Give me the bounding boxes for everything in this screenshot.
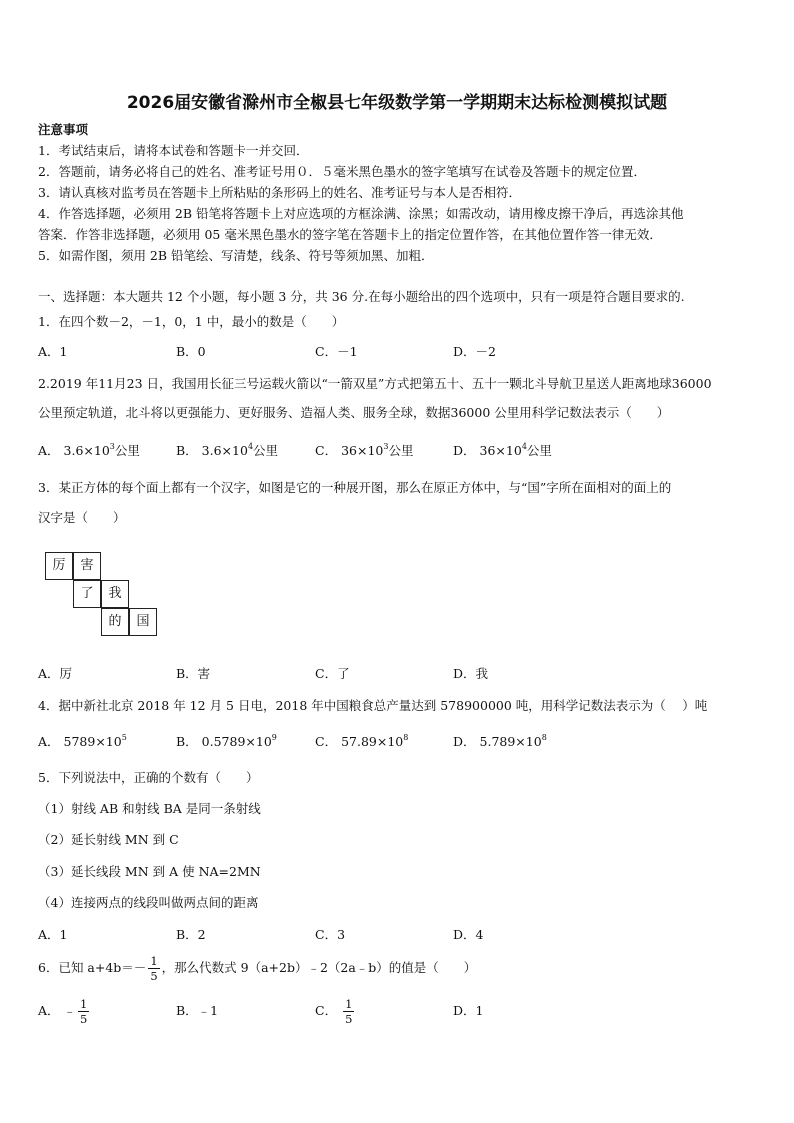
notice-item: 2．答题前，请务必将自己的姓名、准考证号用０．５毫米黑色墨水的签字笔填写在试卷及答题卡的规定位置． — [38, 164, 646, 179]
question-1-stem: 1．在四个数－2，－1，0，1 中，最小的数是（ ） — [38, 314, 345, 329]
net-cell: 的 — [101, 608, 129, 636]
net-cell: 国 — [129, 608, 157, 636]
q4-option-c: C． $57.89\times 10^8$ — [315, 733, 409, 749]
question-2-stem: 公里预定轨道，北斗将以更强能力、更好服务、造福人类、服务全球，数据36000 公里用科学记数法表示（ ） — [38, 405, 670, 420]
question-5-stem: 5．下列说法中，正确的个数有（ ） — [38, 770, 259, 785]
q5-statement: （4）连接两点的线段叫做两点间的距离 — [38, 895, 259, 910]
q4-option-b: B． $0.5789\times 10^9$ — [176, 733, 277, 749]
question-4-stem: 4．据中新社北京 2018 年 12 月 5 日电，2018 年中国粮食总产量达到 578900000 吨，用科学记数法表示为（ ）吨 — [38, 698, 708, 713]
q2-option-c: C． $36\times 10^3$公里 — [315, 442, 414, 458]
q4-option-a: A． $5789\times 10^5$ — [38, 733, 127, 749]
question-2-stem: 2.2019 年11月23 日，我国用长征三号运载火箭以“一箭双星”方式把第五十、五十一颗北斗导航卫星送人距离地球36000 — [38, 376, 712, 391]
q5-option-b: B．2 — [176, 927, 206, 942]
q3-option-b: B．害 — [176, 666, 211, 681]
question-3-stem: 3．某正方体的每个面上都有一个汉字，如图是它的一种展开图，那么在原正方体中，与“国”字所在面相对的面上的 — [38, 480, 672, 495]
q1-option-a: A．1 — [38, 344, 68, 359]
q6-option-c: C． $\frac{1}{5}$ — [315, 997, 353, 1026]
notice-item: 答案．作答非选择题，必须用 05 毫米黑色墨水的签字笔在答题卡上的指定位置作答，在其他位置作答一律无效． — [38, 227, 662, 242]
q4-option-d: D． $5.789\times 10^8$ — [453, 733, 547, 749]
q2-option-b: B． $3.6\times 10^4$公里 — [176, 442, 279, 458]
q5-option-d: D．4 — [453, 927, 484, 942]
question-6-stem: 6．已知 a+4b＝－ $\frac{1}{5}$ ，那么代数式 9（a+2b）﹣2（2a﹣b）的值是（ ） — [38, 954, 477, 983]
q3-option-d: D．我 — [453, 666, 489, 681]
q3-option-c: C．了 — [315, 666, 350, 681]
net-cell: 害 — [73, 552, 101, 580]
notice-item: 3．请认真核对监考员在答题卡上所粘贴的条形码上的姓名、准考证号与本人是否相符． — [38, 185, 521, 200]
net-cell: 厉 — [45, 552, 73, 580]
q5-statement: （3）延长线段 MN 到 A 使 NA=2MN — [38, 864, 261, 879]
q5-option-a: A．1 — [38, 927, 68, 942]
q1-option-b: B．0 — [176, 344, 206, 359]
fraction: $\frac{1}{5}$ — [80, 997, 88, 1026]
q1-option-d: D．－2 — [453, 344, 496, 359]
q6-option-a: A． ﹣ $\frac{1}{5}$ — [38, 997, 88, 1026]
fraction: $\frac{1}{5}$ — [345, 997, 353, 1026]
notice-item: 5．如需作图，须用 2B 铅笔绘、写清楚，线条、符号等须加黑、加粗． — [38, 248, 434, 263]
q6-option-b: B．﹣1 — [176, 1003, 219, 1018]
net-cell: 我 — [101, 580, 129, 608]
fraction: $\frac{1}{5}$ — [150, 954, 158, 983]
page-title: 2026届安徽省滁州市全椒县七年级数学第一学期期末达标检测模拟试题 — [126, 93, 668, 113]
q5-option-c: C．3 — [315, 927, 346, 942]
notice-item: 1．考试结束后，请将本试卷和答题卡一并交回． — [38, 143, 309, 158]
q5-statement: （2）延长射线 MN 到 C — [38, 832, 179, 847]
notice-heading: 注意事项 — [38, 122, 89, 137]
q2-option-d: D． $36\times 10^4$公里 — [453, 442, 552, 458]
q1-option-c: C．－1 — [315, 344, 358, 359]
q5-statement: （1）射线 AB 和射线 BA 是同一条射线 — [38, 801, 261, 816]
q6-option-d: D．1 — [453, 1003, 484, 1018]
notice-item: 4．作答选择题，必须用 2B 铅笔将答题卡上对应选项的方框涂满、涂黑；如需改动，请用橡皮擦干净后，再选涂其他 — [38, 206, 684, 221]
net-cell: 了 — [73, 580, 101, 608]
q2-option-a: A． $3.6\times 10^3$公里 — [38, 442, 140, 458]
section-heading: 一、选择题：本大题共 12 个小题，每小题 3 分，共 36 分.在每小题给出的四个选项中，只有一项是符合题目要求的. — [38, 289, 685, 304]
question-3-stem: 汉字是（ ） — [38, 510, 126, 525]
q3-option-a: A．厉 — [38, 666, 73, 681]
